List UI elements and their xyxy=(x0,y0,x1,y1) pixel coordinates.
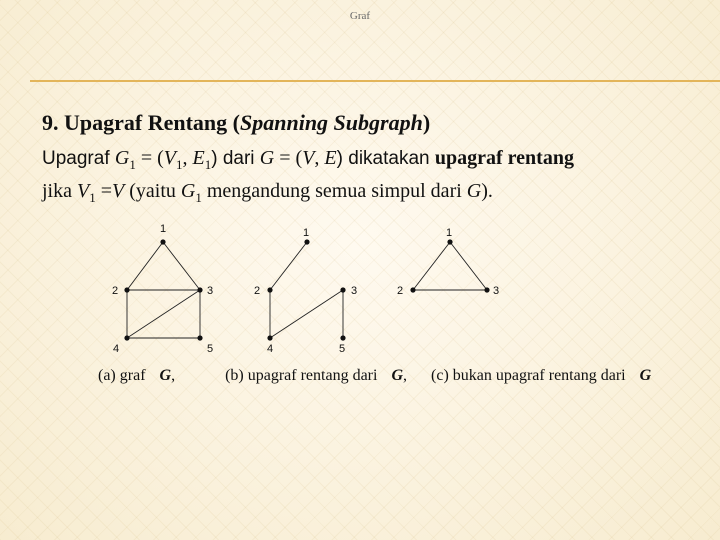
graph-b-node-label: 2 xyxy=(254,285,261,297)
graph-a-node-label: 5 xyxy=(207,343,214,355)
graph-c-node xyxy=(410,287,415,292)
heading-close: ) xyxy=(422,110,431,135)
caption-c: (c) bukan upagraf rentang dari G xyxy=(431,367,652,384)
graph-a-node xyxy=(124,287,129,292)
caption-b: (b) upagraf rentang dari G, xyxy=(225,367,408,384)
slide-header-label: Graf xyxy=(349,10,371,22)
graph-a-node-label: 2 xyxy=(112,285,119,297)
graph-a-node xyxy=(160,239,165,244)
caption-a: (a) graf G, xyxy=(98,367,176,384)
graph-b-edge xyxy=(270,242,307,290)
graph-a-edge xyxy=(127,242,163,290)
definition-line-1: Upagraf $G_1 = (V_1$, $E_1$) dari G = (V, E) dikatakan upagraf rentang xyxy=(42,147,574,172)
graph-b-node xyxy=(267,287,272,292)
graph-b-node-label: 3 xyxy=(351,285,358,297)
graph-a-edge xyxy=(127,290,200,338)
graph-a-edge xyxy=(163,242,200,290)
graph-b-node xyxy=(340,335,345,340)
graph-b-nodes xyxy=(267,239,345,340)
graph-c xyxy=(413,242,487,290)
graph-c-nodes xyxy=(410,239,489,292)
graph-a-node-label: 3 xyxy=(207,285,214,297)
term-upagraf-rentang: upagraf rentang xyxy=(434,147,574,169)
graph-c-node-label: 1 xyxy=(446,227,453,239)
graph-c-node-label: 3 xyxy=(493,285,500,297)
graph-a xyxy=(127,242,200,338)
graph-a-node xyxy=(197,335,202,340)
graph-a-node-label: 4 xyxy=(113,343,120,355)
graph-b-edge xyxy=(270,290,343,338)
graph-a-node-label: 1 xyxy=(160,223,167,235)
graph-c-node xyxy=(484,287,489,292)
graph-b xyxy=(270,242,343,338)
graph-c-node xyxy=(447,239,452,244)
graph-b-node xyxy=(340,287,345,292)
figure-caption xyxy=(98,367,661,385)
graph-b-node-label: 1 xyxy=(303,227,310,239)
graph-a-node xyxy=(197,287,202,292)
graph-c-edge xyxy=(413,242,450,290)
heading-main: 9. Upagraf Rentang ( xyxy=(42,110,240,135)
definition-line-2: jika $V_1 =V$ (yaitu $G_1$ mengandung semua simpul dari G). xyxy=(42,180,493,205)
graph-b-node-label: 5 xyxy=(339,343,346,355)
graph-c-edge xyxy=(450,242,487,290)
heading-italic: Spanning Subgraph xyxy=(240,110,423,135)
graph-a-node xyxy=(124,335,129,340)
graph-b-node xyxy=(304,239,309,244)
graph-b-node xyxy=(267,335,272,340)
graph-b-node-label: 4 xyxy=(267,343,274,355)
graph-c-node-label: 2 xyxy=(397,285,404,297)
